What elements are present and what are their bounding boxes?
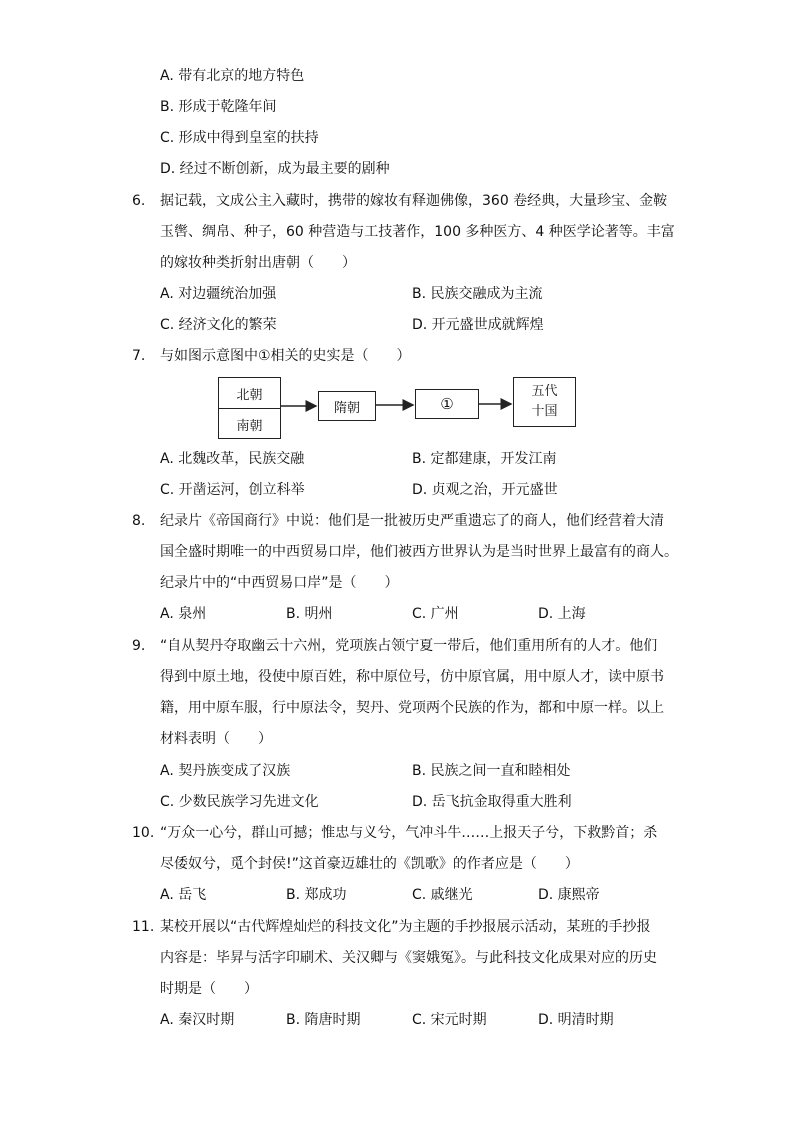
diagram-box-circled-one: ① bbox=[415, 389, 479, 419]
q10-option-d: D. 康熙帝 bbox=[538, 887, 600, 903]
q11-stem-line: 内容是：毕昇与活字印刷术、关汉卿与《窦娥冤》。与此科技文化成果对应的历史 bbox=[160, 950, 657, 966]
q11-stem-line: 时期是（ ） bbox=[160, 981, 258, 997]
q6-option-a: A. 对边疆统治加强 bbox=[160, 286, 277, 302]
q8-stem-line: 纪录片《帝国商行》中说：他们是一批被历史严重遗忘了的商人，他们经营着大清 bbox=[160, 513, 664, 529]
q8-option-a: A. 泉州 bbox=[160, 606, 207, 622]
q8-stem-line: 国全盛时期唯一的中西贸易口岸，他们被西方世界认为是当时世界上最富有的商人。 bbox=[160, 544, 678, 560]
q10-option-c: C. 戚继光 bbox=[412, 887, 473, 903]
q8-option-d: D. 上海 bbox=[538, 606, 586, 622]
q10-option-b: B. 郑成功 bbox=[286, 887, 347, 903]
q9-option-a: A. 契丹族变成了汉族 bbox=[160, 763, 291, 779]
diagram-label-south: 南朝 bbox=[219, 408, 280, 440]
q10-option-a: A. 岳飞 bbox=[160, 887, 207, 903]
q10-stem-line: 尽倭奴兮，觅个封侯!”这首豪迈雄壮的《凯歌》的作者应是（ ） bbox=[160, 856, 579, 872]
q6-number: 6. bbox=[132, 193, 146, 209]
q6-option-d: D. 开元盛世成就辉煌 bbox=[412, 317, 544, 333]
q5-option-b: B. 形成于乾隆年间 bbox=[160, 99, 277, 115]
diagram-label-north: 北朝 bbox=[236, 387, 263, 403]
q5-option-d: D. 经过不断创新，成为最主要的剧种 bbox=[160, 161, 390, 177]
q9-stem-line: 得到中原土地，役使中原百姓，称中原位号，仿中原官属，用中原人才，读中原书 bbox=[160, 669, 664, 685]
q7-option-d: D. 贞观之治，开元盛世 bbox=[412, 482, 558, 498]
q11-option-d: D. 明清时期 bbox=[538, 1012, 614, 1028]
q8-number: 8. bbox=[132, 513, 146, 529]
q9-option-b: B. 民族之间一直和睦相处 bbox=[412, 763, 571, 779]
q9-number: 9. bbox=[132, 638, 146, 654]
diagram-label-shiguo: 十国 bbox=[531, 404, 558, 419]
q8-option-b: B. 明州 bbox=[286, 606, 333, 622]
q11-stem-line: 某校开展以“古代辉煌灿烂的科技文化”为主题的手抄报展示活动，某班的手抄报 bbox=[160, 919, 651, 935]
q9-option-c: C. 少数民族学习先进文化 bbox=[160, 794, 319, 810]
q6-stem-line: 的嫁妆种类折射出唐朝（ ） bbox=[160, 255, 356, 271]
q7-option-b: B. 定都建康，开发江南 bbox=[412, 451, 557, 467]
q8-stem-line: 纪录片中的“中西贸易口岸”是（ ） bbox=[160, 575, 399, 591]
q7-number: 7. bbox=[132, 348, 146, 364]
q11-option-b: B. 隋唐时期 bbox=[286, 1012, 361, 1028]
q10-number: 10. bbox=[132, 825, 155, 841]
q5-option-a: A. 带有北京的地方特色 bbox=[160, 68, 305, 84]
q10-stem-line: “万众一心兮，群山可撼；惟忠与义兮，气冲斗牛……上报天子兮，下救黔首；杀 bbox=[160, 825, 658, 841]
diagram-label-wudai: 五代 bbox=[531, 384, 558, 399]
q9-stem-line: 籍，用中原车服，行中原法令，契丹、党项两个民族的作为，都和中原一样。以上 bbox=[160, 700, 664, 716]
q9-option-d: D. 岳飞抗金取得重大胜利 bbox=[412, 794, 572, 810]
q11-option-c: C. 宋元时期 bbox=[412, 1012, 487, 1028]
q8-option-c: C. 广州 bbox=[412, 606, 459, 622]
q7-stem-line: 与如图示意图中①相关的史实是（ ） bbox=[160, 348, 411, 364]
q6-option-c: C. 经济文化的繁荣 bbox=[160, 317, 277, 333]
q6-option-b: B. 民族交融成为主流 bbox=[412, 286, 543, 302]
q7-option-a: A. 北魏改革，民族交融 bbox=[160, 451, 305, 467]
q6-stem-line: 据记载，文成公主入藏时，携带的嫁妆有释迦佛像，360 卷经典，大量珍宝、金鞍 bbox=[160, 193, 668, 209]
q11-option-a: A. 秦汉时期 bbox=[160, 1012, 235, 1028]
diagram-box-sui: 隋朝 bbox=[318, 391, 376, 421]
q11-number: 11. bbox=[132, 919, 155, 935]
q6-stem-line: 玉辔、绸帛、种子，60 种营造与工技著作，100 多种医方、4 种医学论著等。丰富 bbox=[160, 224, 675, 240]
q9-stem-line: “自从契丹夺取幽云十六州，党项族占领宁夏一带后，他们重用所有的人才。他们 bbox=[160, 638, 658, 654]
q9-stem-line: 材料表明（ ） bbox=[160, 731, 272, 747]
q7-option-c: C. 开凿运河，创立科举 bbox=[160, 482, 305, 498]
q5-option-c: C. 形成中得到皇室的扶持 bbox=[160, 130, 319, 146]
